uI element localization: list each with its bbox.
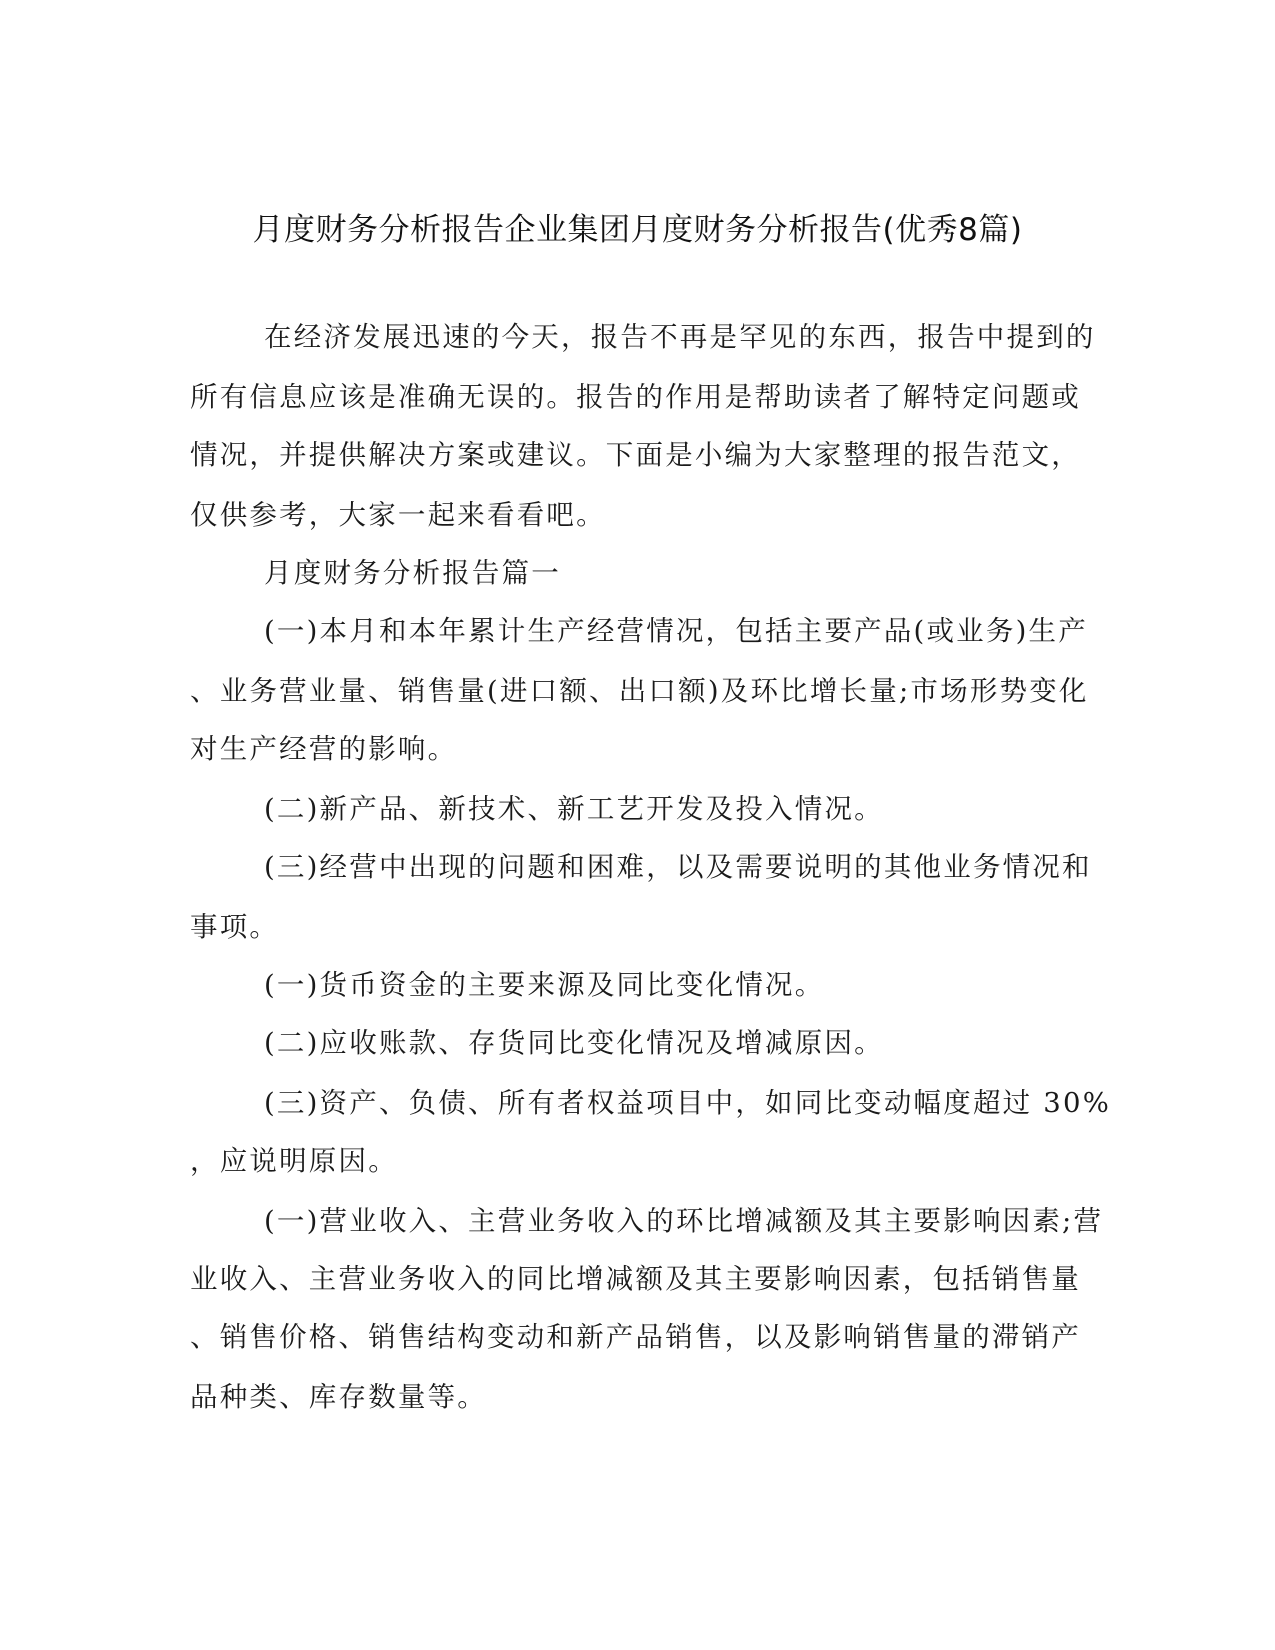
text-line: 事项。 bbox=[190, 911, 280, 943]
text-line: 业收入、主营业务收入的同比增减额及其主要影响因素，包括销售量 bbox=[190, 1263, 1081, 1295]
text-line: (三)资产、负债、所有者权益项目中，如同比变动幅度超过 30% bbox=[264, 1087, 1112, 1119]
text-line: 品种类、库存数量等。 bbox=[190, 1381, 487, 1413]
text-line: (一)本月和本年累计生产经营情况，包括主要产品(或业务)生产 bbox=[264, 615, 1088, 647]
text-line: (三)经营中出现的问题和困难，以及需要说明的其他业务情况和 bbox=[264, 851, 1092, 883]
text-line: (二)应收账款、存货同比变化情况及增减原因。 bbox=[264, 1027, 884, 1059]
text-line: 所有信息应该是准确无误的。报告的作用是帮助读者了解特定问题或 bbox=[190, 381, 1081, 413]
document-title: 月度财务分析报告企业集团月度财务分析报告(优秀8篇) bbox=[252, 212, 1023, 248]
text-line: 、业务营业量、销售量(进口额、出口额)及环比增长量;市场形势变化 bbox=[190, 675, 1089, 707]
text-line: (一)营业收入、主营业务收入的环比增减额及其主要影响因素;营 bbox=[264, 1205, 1104, 1237]
text-line: 在经济发展迅速的今天，报告不再是罕见的东西，报告中提到的 bbox=[264, 321, 1096, 353]
text-line: (二)新产品、新技术、新工艺开发及投入情况。 bbox=[264, 793, 884, 825]
text-line: 仅供参考，大家一起来看看吧。 bbox=[190, 499, 606, 531]
text-line: 情况，并提供解决方案或建议。下面是小编为大家整理的报告范文， bbox=[190, 439, 1081, 471]
text-line: 、销售价格、销售结构变动和新产品销售，以及影响销售量的滞销产 bbox=[190, 1321, 1081, 1353]
text-line: 对生产经营的影响。 bbox=[190, 733, 458, 765]
section-heading: 月度财务分析报告篇一 bbox=[264, 557, 561, 589]
text-line: ，应说明原因。 bbox=[190, 1145, 398, 1177]
text-line: (一)货币资金的主要来源及同比变化情况。 bbox=[264, 969, 825, 1001]
